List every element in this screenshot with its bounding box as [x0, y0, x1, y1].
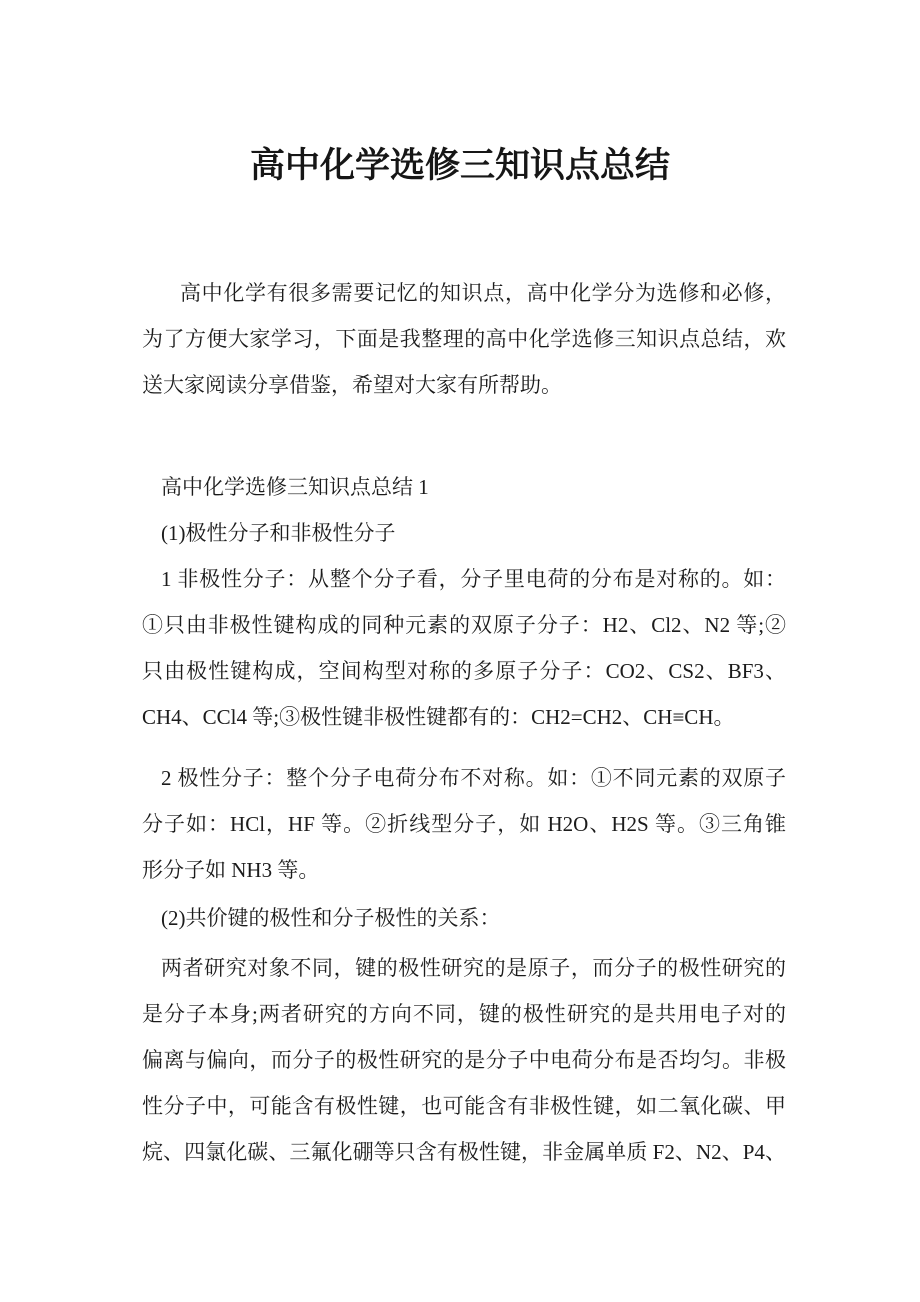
text-line: 1 非极性分子：从整个分子看，分子里电荷的分布是对称的。如： [161, 567, 786, 591]
text-line: (2)共价键的极性和分子极性的关系： [161, 906, 501, 930]
text-line: 偏离与偏向，而分子的极性研究的是分子中电荷分布是否均匀。非极 [142, 1048, 786, 1072]
intro-paragraph [142, 270, 786, 408]
body-paragraph [142, 945, 786, 1175]
body-paragraph [142, 755, 786, 893]
section-heading [142, 464, 786, 510]
text-line: ①只由非极性键构成的同种元素的双原子分子：H2、Cl2、N2 等;② [142, 613, 786, 637]
text-line: 是分子本身;两者研究的方向不同，键的极性研究的是共用电子对的 [142, 1002, 786, 1026]
text-line: (1)极性分子和非极性分子 [161, 521, 396, 545]
text-line: 两者研究对象不同，键的极性研究的是原子，而分子的极性研究的 [161, 956, 786, 980]
text-line: 只由极性键构成，空间构型对称的多原子分子：CO2、CS2、BF3、 [142, 659, 786, 683]
body-paragraph [142, 556, 786, 740]
sub-heading [142, 510, 786, 556]
text-line: CH4、CCl4 等;③极性键非极性键都有的：CH2=CH2、CH≡CH。 [142, 705, 735, 729]
text-line: 为了方便大家学习，下面是我整理的高中化学选修三知识点总结，欢 [142, 327, 786, 351]
text-line: 2 极性分子：整个分子电荷分布不对称。如：①不同元素的双原子 [161, 766, 786, 790]
document-body [142, 270, 786, 1175]
text-line: 高中化学选修三知识点总结 1 [161, 475, 429, 499]
text-line: 性分子中，可能含有极性键，也可能含有非极性键，如二氧化碳、甲 [142, 1094, 786, 1118]
text-line: 高中化学有很多需要记忆的知识点，高中化学分为选修和必修， [180, 281, 786, 305]
sub-heading [142, 895, 786, 941]
text-line: 烷、四氯化碳、三氟化硼等只含有极性键，非金属单质 F2、N2、P4、 [142, 1140, 786, 1164]
text-line: 形分子如 NH3 等。 [142, 858, 320, 882]
text-line: 分子如：HCl，HF 等。②折线型分子，如 H2O、H2S 等。③三角锥 [142, 812, 786, 836]
document-title: 高中化学选修三知识点总结 [249, 146, 670, 185]
text-line: 送大家阅读分享借鉴，希望对大家有所帮助。 [142, 373, 562, 397]
